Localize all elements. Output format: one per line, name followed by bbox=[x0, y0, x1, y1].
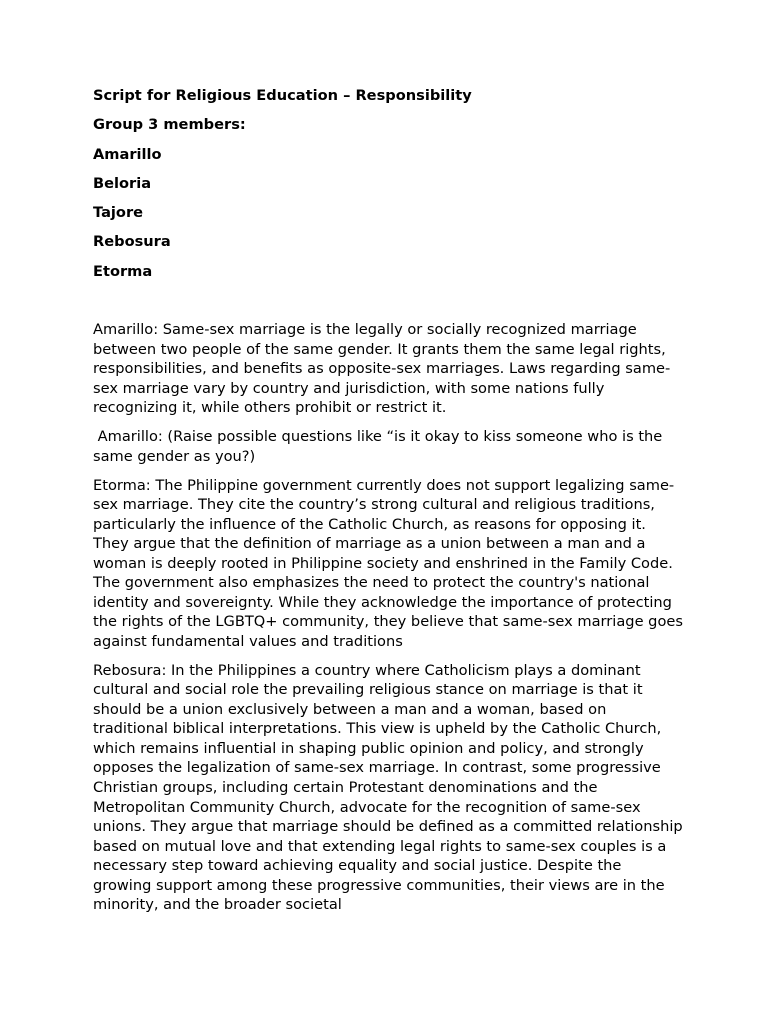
member-name: Beloria bbox=[93, 174, 152, 192]
script-paragraph: Amarillo: Same-sex marriage is the legally or socially recognized marriage between two people of the same gender. It grants them the same legal rights, responsibilities, and benefits as opposite-sex marriages. Laws regarding same-sex marriage vary by country and jurisdiction, with some nations fully recognizing it, while others prohibit or restrict it. bbox=[93, 321, 671, 417]
member-name: Amarillo bbox=[93, 145, 162, 163]
section-spacer bbox=[93, 291, 683, 320]
script-paragraph: Rebosura: In the Philippines a country where Catholicism plays a dominant cultural and social role the prevailing religious stance on marriage is that it should be a union exclusively between a man and a woman, based on traditional biblical interpretations. This view is upheld by the Catholic Church, which remains influential in shaping public opinion and policy, and strongly opposes the legalization of same-sex marriage. In contrast, some progressive Christian groups, including certain Protestant denominations and the Metropolitan Community Church, advocate for the recognition of same-sex unions. They argue that marriage should be defined as a committed relationship based on mutual love and that extending legal rights to same-sex couples is a necessary step toward achieving equality and social justice. Despite the growing support among these progressive communities, their views are in the minority, and the broader societal bbox=[93, 661, 683, 914]
member-name: Rebosura bbox=[93, 233, 171, 251]
document-title: Script for Religious Education – Responsibility bbox=[93, 87, 472, 104]
script-paragraph: Etorma: The Philippine government currently does not support legalizing same-sex marriage. They cite the country’s strong cultural and religious traditions, particularly the influence of the Catholic Church, as reasons for opposing it. They argue that the definition of marriage as a union between a man and a woman is deeply rooted in Philippine society and enshrined in the Family Code. The government also emphasizes the need to protect the country's national identity and sovereignty. While they acknowledge the importance of protecting the rights of the LGBTQ+ community, they believe that same-sex marriage goes against fundamental values and traditions bbox=[93, 476, 683, 650]
members-heading: Group 3 members: bbox=[93, 116, 246, 134]
member-name: Etorma bbox=[93, 262, 153, 280]
member-name: Tajore bbox=[93, 204, 144, 222]
script-paragraph: Amarillo: (Raise possible questions like “is it okay to kiss someone who is the same gender as you?) bbox=[93, 428, 667, 465]
document-page bbox=[93, 86, 683, 924]
